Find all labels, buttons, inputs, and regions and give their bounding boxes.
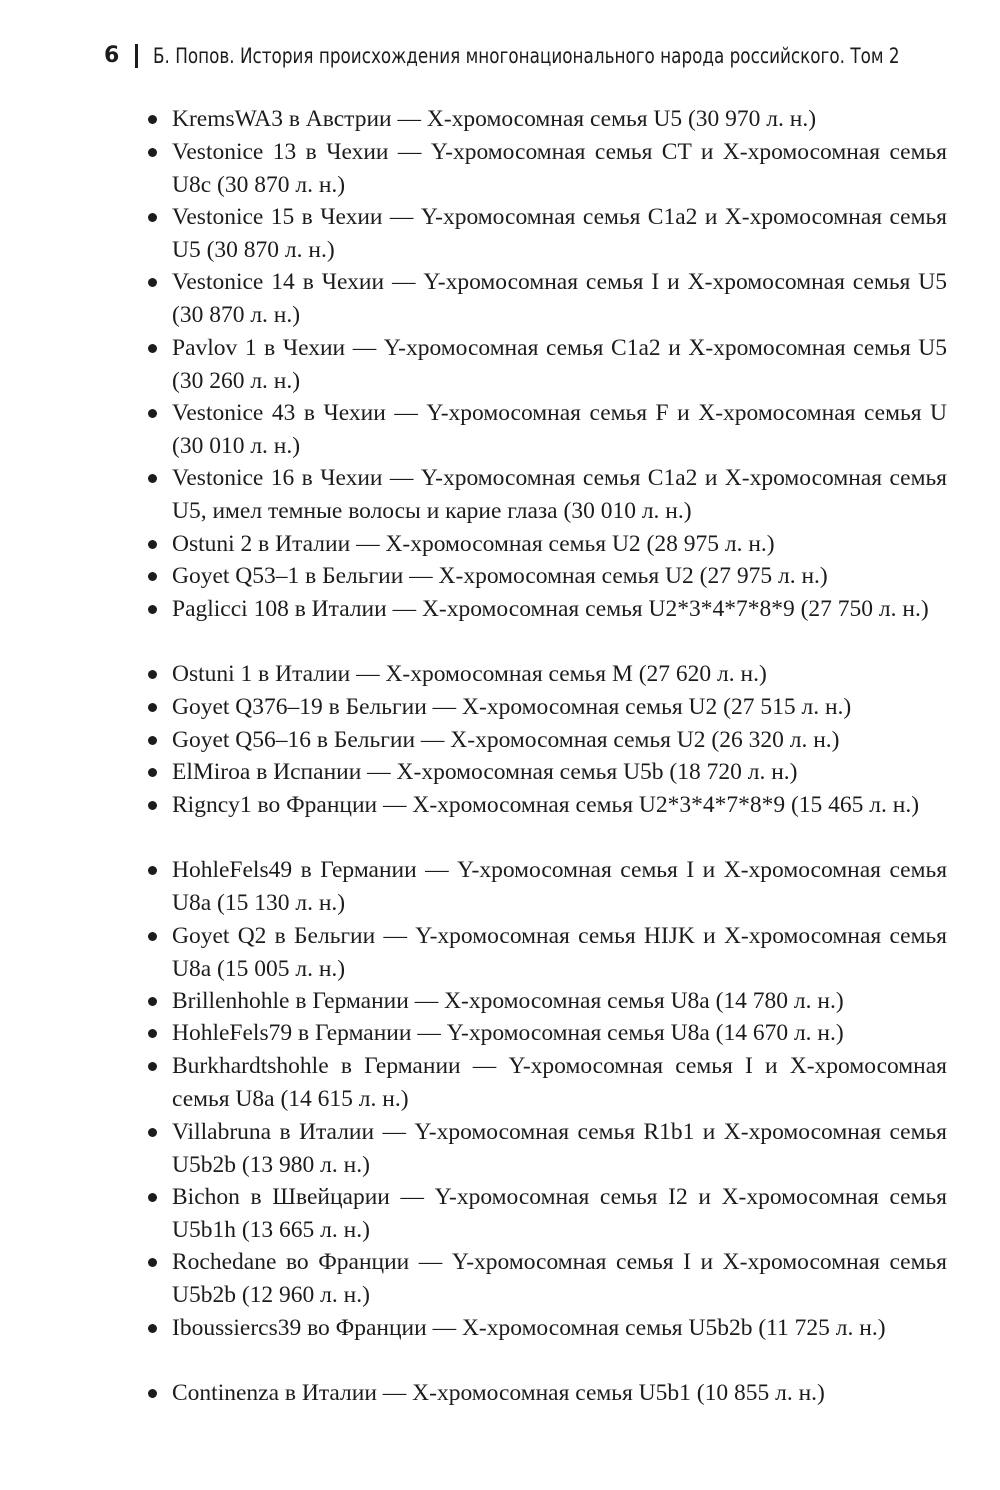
list-item: KremsWA3 в Австрии — X-хромосомная семья U5 (30 970 л. н.): [172, 103, 947, 136]
list-item: Vestonice 16 в Чехии — Y-хромосомная семья C1a2 и X-хромосомная семья U5, имел темные волосы и карие глаза (30 010 л. н.): [172, 462, 947, 527]
running-title: Б. Попов. История происхождения многонационального народа российского. Том 2: [153, 44, 900, 68]
list-item: Brillenhohle в Германии — X-хромосомная семья U8a (14 780 л. н.): [172, 985, 947, 1018]
list-item: Pavlov 1 в Чехии — Y-хромосомная семья C1a2 и X-хромосомная семья U5 (30 260 л. н.): [172, 332, 947, 397]
list-item: Goyet Q53–1 в Бельгии — X-хромосомная семья U2 (27 975 л. н.): [172, 560, 947, 593]
list-item: Rigncy1 во Франции — X-хромосомная семья U2*3*4*7*8*9 (15 465 л. н.): [172, 789, 947, 822]
list-item: ElMiroa в Испании — X-хромосомная семья U5b (18 720 л. н.): [172, 756, 947, 789]
list-item: HohleFels79 в Германии — Y-хромосомная семья U8a (14 670 л. н.): [172, 1017, 947, 1050]
list-item: Goyet Q376–19 в Бельгии — X-хромосомная семья U2 (27 515 л. н.): [172, 691, 947, 724]
list-item: Rochedane во Франции — Y-хромосомная семья I и X-хромосомная семья U5b2b (12 960 л. н.): [172, 1246, 947, 1311]
list-item: Paglicci 108 в Италии — X-хромосомная семья U2*3*4*7*8*9 (27 750 л. н.): [172, 593, 947, 626]
list-item: HohleFels49 в Германии — Y-хромосомная семья I и X-хромосомная семья U8a (15 130 л. н.): [172, 854, 947, 919]
list-item: Goyet Q2 в Бельгии — Y-хромосомная семья HIJK и X-хромосомная семья U8a (15 005 л. н.): [172, 920, 947, 985]
list-item: Continenza в Италии — X-хромосомная семья U5b1 (10 855 л. н.): [172, 1377, 947, 1410]
page-number: 6: [104, 43, 120, 68]
list-item: Villabruna в Италии — Y-хромосомная семья R1b1 и X-хромосомная семья U5b2b (13 980 л. н.): [172, 1116, 947, 1181]
list-item: Vestonice 43 в Чехии — Y-хромосомная семья F и X-хромосомная семья U (30 010 л. н.): [172, 397, 947, 462]
list-item: Bichon в Швейцарии — Y-хромосомная семья I2 и X-хромосомная семья U5b1h (13 665 л. н.): [172, 1181, 947, 1246]
list-item: Goyet Q56–16 в Бельгии — X-хромосомная семья U2 (26 320 л. н.): [172, 724, 947, 757]
list-item: Iboussiercs39 во Франции — X-хромосомная семья U5b2b (11 725 л. н.): [172, 1312, 947, 1345]
list-item: Vestonice 15 в Чехии — Y-хромосомная семья C1a2 и X-хромосомная семья U5 (30 870 л. н.): [172, 201, 947, 266]
list-item: Burkhardtshohle в Германии — Y-хромосомная семья I и X-хромосомная семья U8a (14 615 л. н.): [172, 1050, 947, 1115]
list-item: Ostuni 2 в Италии — X-хромосомная семья U2 (28 975 л. н.): [172, 528, 947, 561]
list-item: Vestonice 14 в Чехии — Y-хромосомная семья I и X-хромосомная семья U5 (30 870 л. н.): [172, 266, 947, 331]
list-item: Vestonice 13 в Чехии — Y-хромосомная семья CT и X-хромосомная семья U8c (30 870 л. н.): [172, 136, 947, 201]
list-item: Ostuni 1 в Италии — X-хромосомная семья M (27 620 л. н.): [172, 658, 947, 691]
